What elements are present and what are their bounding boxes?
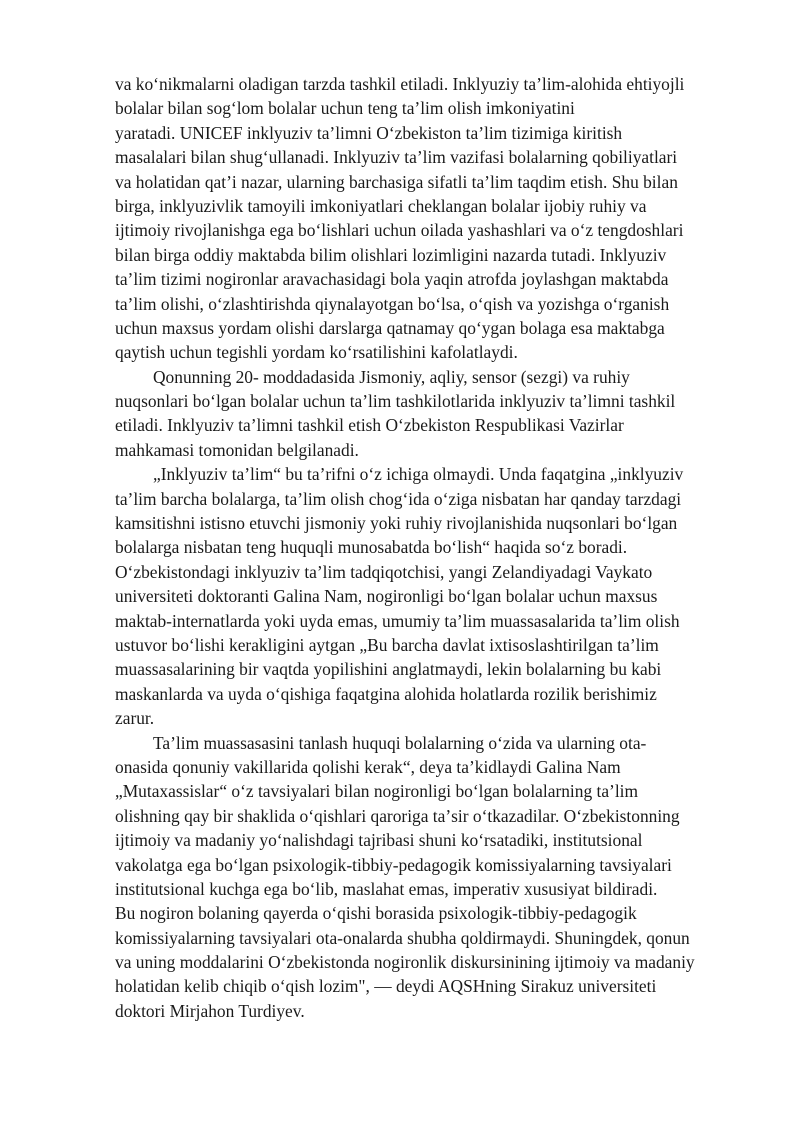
text-line: „Mutaxassislar“ oʻz tavsiyalari bilan nogironligi boʻlgan bolalarning taʼlim	[115, 781, 639, 802]
text-line: bilan birga oddiy maktabda bilim olishlari lozimligini nazarda tutadi. Inklyuziv	[115, 244, 667, 265]
text-line: Qonunning 20- moddadasida Jismoniy, aqliy, sensor (sezgi) va ruhiy	[153, 366, 630, 387]
text-line: mahkamasi tomonidan belgilanadi.	[115, 439, 359, 460]
text-line: Bu nogiron bolaning qayerda oʻqishi borasida psixologik-tibbiy-pedagogik	[115, 903, 637, 924]
text-line: bolalarga nisbatan teng huquqli munosabatda boʻlish“ haqida soʻz boradi.	[115, 537, 628, 558]
text-line: vakolatga ega boʻlgan psixologik-tibbiy-pedagogik komissiyalarning tavsiyalari	[115, 854, 672, 875]
paragraph	[115, 731, 735, 1024]
text-line: va uning moddalarini Oʻzbekistonda nogironlik diskursinining ijtimoiy va madaniy	[115, 952, 695, 973]
text-line: ustuvor boʻlishi kerakligini aytgan „Bu barcha davlat ixtisoslashtirilgan taʼlim	[115, 634, 659, 655]
text-line: ijtimoiy va madaniy yoʻnalishdagi tajribasi shuni koʻrsatadiki, institutsional	[115, 830, 643, 851]
text-line: komissiyalarning tavsiyalari ota-onalarda shubha qoldirmaydi. Shuningdek, qonun	[115, 927, 690, 948]
text-line: zarur.	[115, 708, 155, 729]
paragraph	[115, 72, 735, 365]
paragraph	[115, 365, 735, 463]
text-line: masalalari bilan shugʻullanadi. Inklyuziv taʼlim vazifasi bolalarning qobiliyatlari	[115, 147, 678, 168]
text-line: va holatidan qatʼi nazar, ularning barchasiga sifatli taʼlim taqdim etish. Shu bilan	[115, 171, 678, 192]
text-line: maskanlarda va uyda oʻqishiga faqatgina alohida holatlarda rozilik berishimiz	[115, 683, 657, 704]
text-line: etiladi. Inklyuziv taʼlimni tashkil etish Oʻzbekiston Respublikasi Vazirlar	[115, 415, 624, 436]
text-line: bolalar bilan sogʻlom bolalar uchun teng taʼlim olish imkoniyatini	[115, 98, 575, 119]
text-line: taʼlim olishi, oʻzlashtirishda qiynalayotgan boʻlsa, oʻqish va yozishga oʻrganish	[115, 293, 670, 314]
document-page	[115, 72, 735, 1023]
text-line: yaratadi. UNICEF inklyuziv taʼlimni Oʻzbekiston taʼlim tizimiga kiritish	[115, 122, 623, 143]
text-line: Taʼlim muassasasini tanlash huquqi bolalarning oʻzida va ularning ota-	[153, 732, 647, 753]
text-line: nuqsonlari boʻlgan bolalar uchun taʼlim tashkilotlarida inklyuziv taʼlimni tashkil	[115, 391, 676, 412]
text-line: institutsional kuchga ega boʻlib, maslahat emas, imperativ xususiyat bildiradi.	[115, 878, 658, 899]
text-line: qaytish uchun tegishli yordam koʻrsatilishini kafolatlaydi.	[115, 342, 518, 363]
document-body	[115, 72, 735, 1023]
text-line: doktori Mirjahon Turdiyev.	[115, 1000, 305, 1021]
text-line: holatidan kelib chiqib oʻqish lozim", — deydi AQSHning Sirakuz universiteti	[115, 976, 657, 997]
text-line: onasida qonuniy vakillarida qolishi kerak“, deya taʼkidlaydi Galina Nam	[115, 756, 621, 777]
text-line: taʼlim tizimi nogironlar aravachasidagi bola yaqin atrofda joylashgan maktabda	[115, 269, 669, 290]
text-line: Oʻzbekistondagi inklyuziv taʼlim tadqiqotchisi, yangi Zelandiyadagi Vaykato	[115, 561, 653, 582]
text-line: va koʻnikmalarni oladigan tarzda tashkil etiladi. Inklyuziy taʼlim-alohida ehtiyojli	[115, 74, 685, 94]
text-line: muassasalarining bir vaqtda yopilishini anglatmaydi, lekin bolalarning bu kabi	[115, 659, 662, 680]
text-line: kamsitishni istisno etuvchi jismoniy yoki ruhiy rivojlanishida nuqsonlari boʻlgan	[115, 513, 678, 534]
text-line: ijtimoiy rivojlanishga ega boʻlishlari uchun oilada yashashlari va oʻz tengdoshlari	[115, 220, 684, 241]
text-line: universiteti doktoranti Galina Nam, nogironligi boʻlgan bolalar uchun maxsus	[115, 586, 658, 607]
text-line: taʼlim barcha bolalarga, taʼlim olish chogʻida oʻziga nisbatan har qanday tarzdagi	[115, 488, 682, 509]
text-line: uchun maxsus yordam olishi darslarga qatnamay qoʻygan bolaga esa maktabga	[115, 317, 665, 338]
text-line: „Inklyuziv taʼlim“ bu taʼrifni oʻz ichiga olmaydi. Unda faqatgina „inklyuziv	[153, 464, 684, 485]
text-line: birga, inklyuzivlik tamoyili imkoniyatlari cheklangan bolalar ijobiy ruhiy va	[115, 195, 647, 216]
text-line: olishning qay bir shaklida oʻqishlari qaroriga taʼsir oʻtkazadilar. Oʻzbekistonning	[115, 805, 680, 826]
paragraph	[115, 462, 735, 730]
text-line: maktab-internatlarda yoki uyda emas, umumiy taʼlim muassasalarida taʼlim olish	[115, 610, 680, 631]
